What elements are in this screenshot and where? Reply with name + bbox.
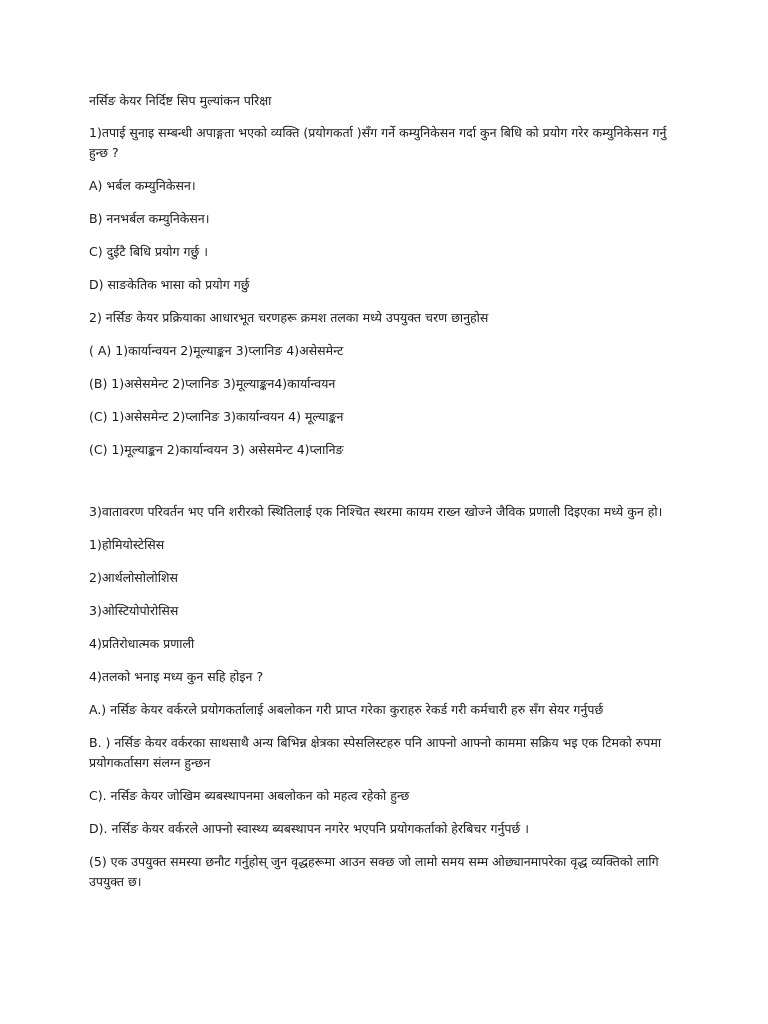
q3-option-1: 1)होमियोस्टेसिस <box>89 537 165 552</box>
q2-option-c-second: (C) 1)मूल्याङ्कन 2)कार्यान्वयन 3) असेसमेन्ट 4)प्लानिङ <box>89 442 344 457</box>
question-5: (5) एक उपयुक्त समस्या छनौट गर्नुहोस् जुन वृद्धहरूमा आउन सक्छ जो लामो समय सम्म ओछ्यानमापरेका वृद्ध व्यक्तिको लागि उपयुक्त छ। <box>89 854 659 889</box>
q3-option-4: 4)प्रतिरोधात्मक प्रणाली <box>89 636 195 651</box>
question-3: 3)वातावरण परिवर्तन भए पनि शरीरको स्थितिलाई एक निश्चित स्थरमा कायम राख्न खोज्ने जैविक प्रणाली दिइएका मध्ये कुन हो। <box>89 504 663 519</box>
document-title: नर्सिङ केयर निर्दिष्ट सिप मुल्यांकन परिक्षा <box>89 93 272 108</box>
question-2: 2) नर्सिङ केयर प्रक्रियाका आधारभूत चरणहरू क्रमश तलका मध्ये उपयुक्त चरण छानुहोस <box>89 310 489 325</box>
q3-option-3: 3)ओस्टियोपोरोसिस <box>89 603 179 618</box>
question-4: 4)तलको भनाइ मध्य कुन सहि होइन ? <box>89 669 264 684</box>
q1-option-b: B) ननभर्बल कम्युनिकेसन। <box>89 211 210 226</box>
q1-option-c: C) दुईटै बिधि प्रयोग गर्छु । <box>89 244 209 259</box>
q4-option-c: C). नर्सिङ केयर जोखिम ब्यबस्थापनमा अबलोकन को महत्व रहेको हुन्छ <box>89 788 410 803</box>
q2-option-a: ( A) 1)कार्यान्वयन 2)मूल्याङ्कन 3)प्लानिङ 4)असेसमेन्ट <box>89 343 344 358</box>
q4-option-d: D). नर्सिङ केयर वर्करले आफ्नो स्वास्थ्य ब्यबस्थापन नगरेर भएपनि प्रयोगकर्ताको हेरबिचर गर्नुपर्छ । <box>89 821 529 836</box>
q4-option-b: B. ) नर्सिङ केयर वर्करका साथसाथै अन्य बिभिन्न क्षेत्रका स्पेसलिस्टहरु पनि आफ्नो आफ्नो काममा सक्रिय भइ एक टिमको रुपमा प्रयोगकर्तासग संलग्न हुन्छन <box>89 735 662 770</box>
q4-option-a: A.) नर्सिङ केयर वर्करले प्रयोगकर्तालाई अबलोकन गरी प्राप्त गरेका कुराहरु रेकर्ड गरी कर्मचारी हरु सँग सेयर गर्नुपर्छ <box>89 702 604 717</box>
q2-option-b: (B) 1)असेसमेन्ट 2)प्लानिङ 3)मूल्याङ्कन4)कार्यान्वयन <box>89 376 336 391</box>
question-1: 1)तपाई सुनाइ सम्बन्धी अपाङ्गता भएको व्यक्ति (प्रयोगकर्ता )सँग गर्ने कम्युनिकेसन गर्दा कुन बिधि को प्रयोग गरेर कम्युनिकेसन गर्नु हुन्छ ? <box>89 125 667 160</box>
q1-option-d: D) साङकेतिक भासा को प्रयोग गर्छु <box>89 277 250 292</box>
q1-option-a: A) भर्बल कम्युनिकेसन। <box>89 178 196 193</box>
document-page <box>89 91 681 905</box>
q3-option-2: 2)आर्थलोसोलोशिस <box>89 570 178 585</box>
q2-option-c: (C) 1)असेसमेन्ट 2)प्लानिङ 3)कार्यान्वयन 4) मूल्याङ्कन <box>89 409 344 424</box>
